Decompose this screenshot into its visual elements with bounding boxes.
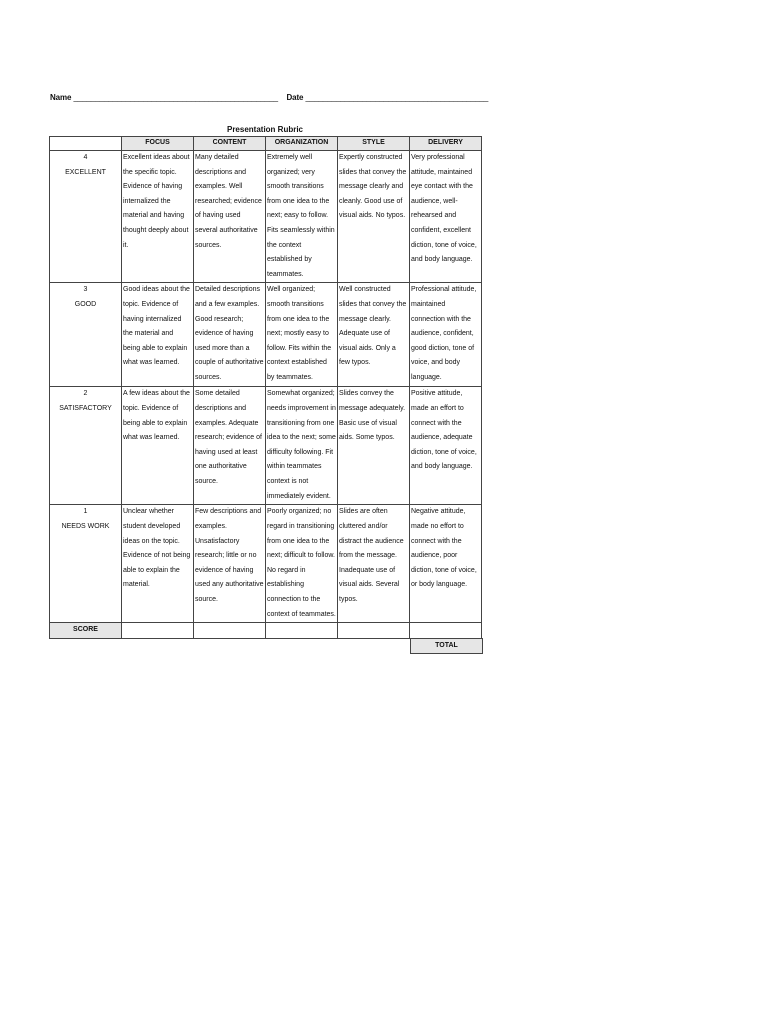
criteria-cell: A few ideas about the topic. Evidence of being able to explain what was learned. — [122, 387, 194, 505]
level-cell — [50, 151, 122, 283]
column-header-focus: FOCUS — [122, 137, 194, 151]
criteria-cell: Excellent ideas about the specific topic. Evidence of having internalized the material and having thought deeply about it. — [122, 151, 194, 283]
table-row — [50, 151, 482, 283]
header-row — [50, 137, 482, 151]
level-cell — [50, 505, 122, 623]
column-header-delivery: DELIVERY — [410, 137, 482, 151]
column-header-organization: ORGANIZATION — [266, 137, 338, 151]
criteria-cell: Unclear whether student developed ideas on the topic. Evidence of not being able to explain the material. — [122, 505, 194, 623]
level-number: 2 — [83, 390, 88, 398]
name-field[interactable]: _______________________________________________ — [73, 93, 278, 102]
criteria-cell: Some detailed descriptions and examples. Adequate research; evidence of having used at least one authoritative source. — [194, 387, 266, 505]
level-number: 3 — [83, 286, 88, 294]
score-cell-focus[interactable] — [122, 623, 194, 639]
score-cell-organization[interactable] — [266, 623, 338, 639]
table-row — [50, 505, 482, 623]
score-cell-style[interactable] — [338, 623, 410, 639]
level-name: EXCELLENT — [65, 168, 106, 176]
column-header-style: STYLE — [338, 137, 410, 151]
date-label: Date — [286, 93, 304, 102]
criteria-cell: Expertly constructed slides that convey the message clearly and cleanly. Good use of visual aids. No typos. — [338, 151, 410, 283]
level-cell — [50, 387, 122, 505]
table-row — [50, 283, 482, 387]
level-cell — [50, 283, 122, 387]
rubric-table — [49, 136, 482, 639]
score-label: SCORE — [50, 623, 122, 639]
criteria-cell: Well constructed slides that convey the message clearly. Adequate use of visual aids. Only a few typos. — [338, 283, 410, 387]
criteria-cell: Slides are often cluttered and/or distract the audience from the message. Inadequate use of visual aids. Several typos. — [338, 505, 410, 623]
rubric-title: Presentation Rubric — [226, 125, 303, 134]
criteria-cell: Detailed descriptions and a few examples. Good research; evidence of having used more than a couple of authoritative sources. — [194, 283, 266, 387]
criteria-cell: Good ideas about the topic. Evidence of having internalized the material and being able to explain what was learned. — [122, 283, 194, 387]
level-name: NEEDS WORK — [61, 522, 110, 530]
criteria-cell: Positive attitude, made an effort to connect with the audience, adequate diction, tone of voice, and body language. — [410, 387, 482, 505]
criteria-cell: Well organized; smooth transitions from one idea to the next; mostly easy to follow. Fits within the context established by teammates. — [266, 283, 338, 387]
criteria-cell: Few descriptions and examples. Unsatisfactory research; little or no evidence of having used any authoritative source. — [194, 505, 266, 623]
criteria-cell: Extremely well organized; very smooth transitions from one idea to the next; easy to follow. Fits seamlessly within the context established by teammates. — [266, 151, 338, 283]
level-name: SATISFACTORY — [59, 404, 112, 412]
corner-cell — [50, 137, 122, 151]
criteria-cell: Negative attitude, made no effort to connect with the audience, poor diction, tone of voice, or body language. — [410, 505, 482, 623]
score-row — [50, 623, 482, 639]
criteria-cell: Professional attitude, maintained connection with the audience, confident, good diction, tone of voice, and body language. — [410, 283, 482, 387]
criteria-cell: Poorly organized; no regard in transitioning from one idea to the next; difficult to follow. No regard in establishing connection to the context of teammates. — [266, 505, 338, 623]
criteria-cell: Somewhat organized; needs improvement in transitioning from one idea to the next; some difficulty following. Fit within teammates context is not immediately evident. — [266, 387, 338, 505]
level-number: 4 — [83, 154, 88, 161]
criteria-cell: Very professional attitude, maintained eye contact with the audience, well-rehearsed and confident, excellent diction, tone of voice, and body language. — [410, 151, 482, 283]
score-cell-content[interactable] — [194, 623, 266, 639]
level-name: GOOD — [74, 300, 97, 308]
criteria-cell: Many detailed descriptions and examples. Well researched; evidence of having used several authoritative sources. — [194, 151, 266, 283]
date-field[interactable]: __________________________________________ — [305, 93, 489, 102]
header-line — [50, 93, 488, 102]
column-header-content: CONTENT — [194, 137, 266, 151]
level-number: 1 — [83, 508, 88, 516]
criteria-cell: Slides convey the message adequately. Basic use of visual aids. Some typos. — [338, 387, 410, 505]
name-label: Name — [50, 93, 72, 102]
total-box[interactable]: TOTAL — [410, 638, 483, 654]
score-cell-delivery[interactable] — [410, 623, 482, 639]
table-row — [50, 387, 482, 505]
